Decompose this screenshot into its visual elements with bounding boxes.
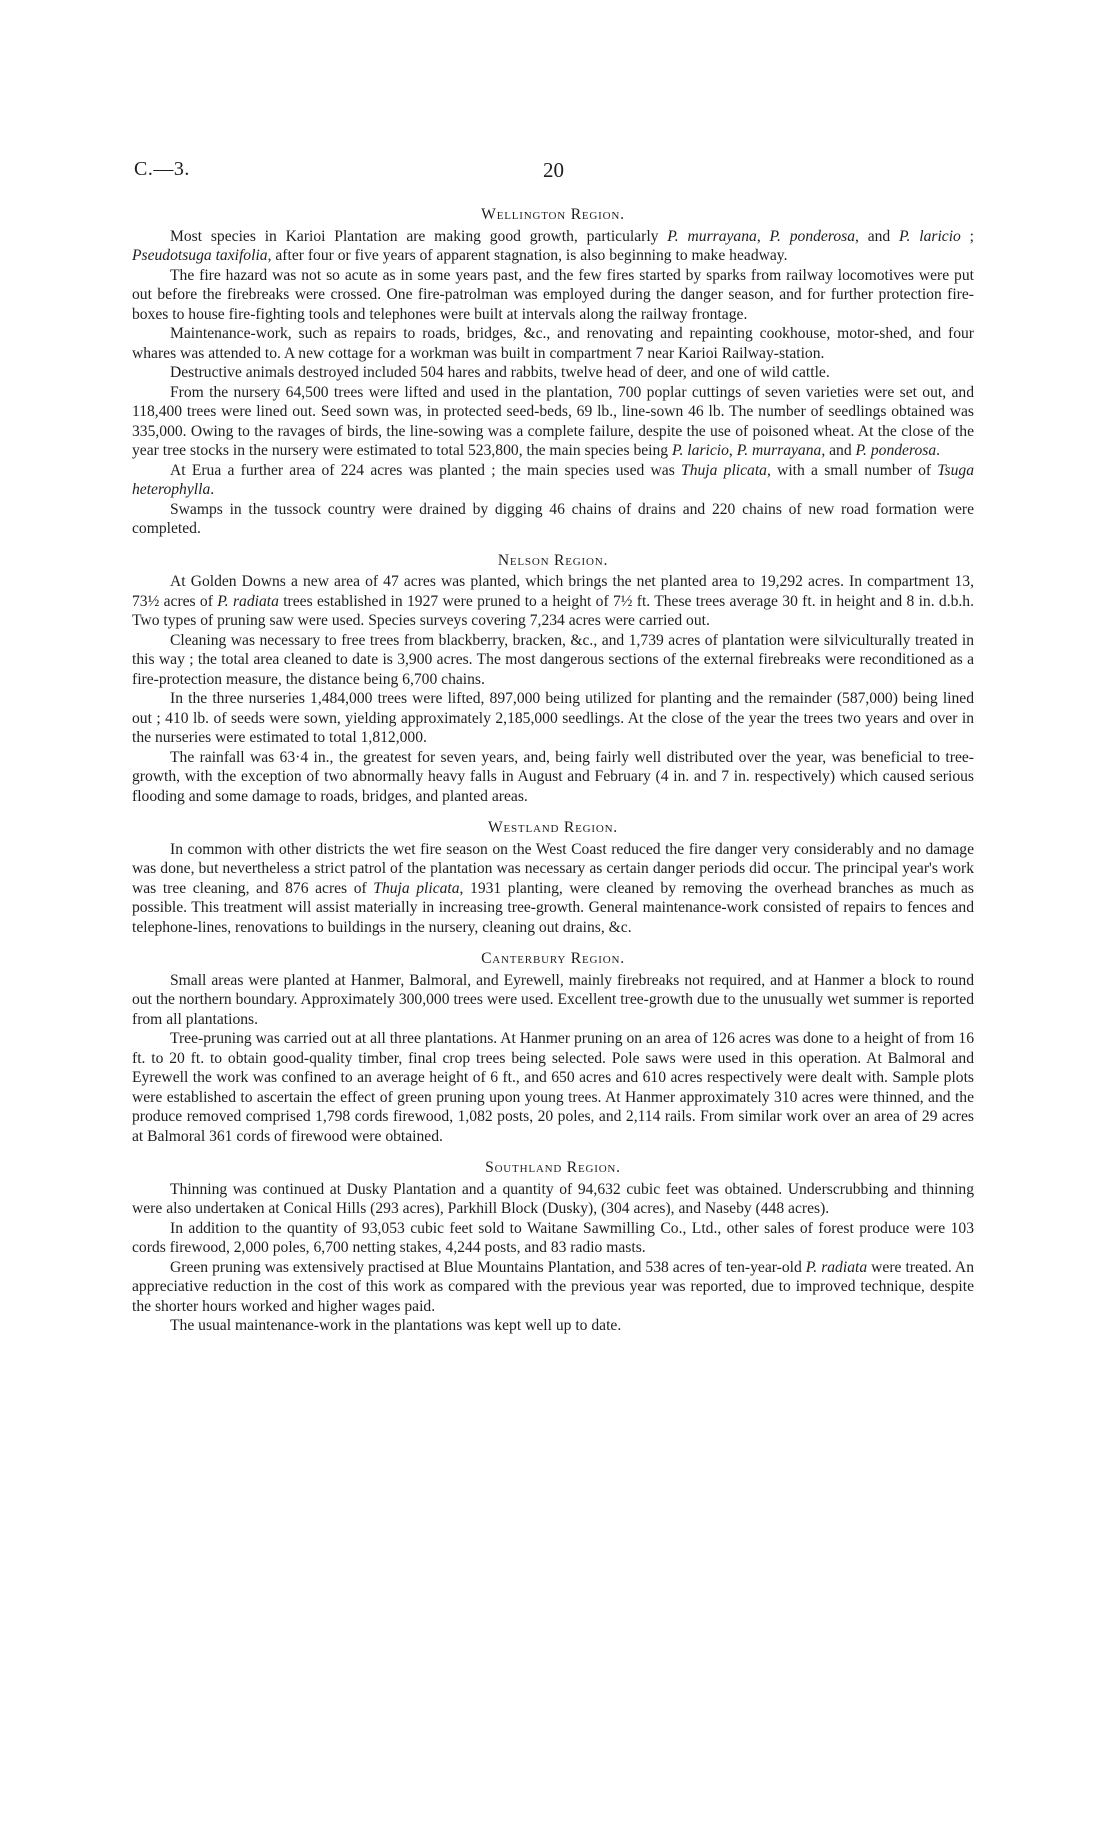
section-heading: Westland Region. (487, 819, 619, 836)
section-heading: Canterbury Region. (481, 950, 625, 967)
paragraph: Cleaning was necessary to free trees from blackberry, bracken, &c., and 1,739 acres of plantation were silviculturally treated in this way ; the total area cleaned to date is 3,900 acres. The most dangerous sections of the external firebreaks were reconditioned as a fire-protection measure, the distance being 6,700 chains. (132, 631, 974, 688)
section-heading: Nelson Region. (497, 551, 609, 569)
document-reference: C.—3. (134, 158, 190, 180)
paragraph: The usual maintenance-work in the plantations was kept well up to date. (170, 1317, 622, 1334)
paragraph: From the nursery 64,500 trees were lifted and used in the plantation, 700 poplar cuttings of seven varieties were set out, and 118,400 trees were lined out. Seed sown was, in protected seed-beds, 69 lb., line-sown 46 lb. The number of seedlings obtained was 335,000. Owing to the ravages of birds, the line-sowing was a complete failure, despite the use of poisoned wheat. At the close of the year tree stocks in the nursery were estimated to total 523,800, the main species being P. laricio, P. murrayana, and P. ponderosa. (132, 383, 974, 459)
paragraph: Thinning was continued at Dusky Plantation and a quantity of 94,632 cubic feet was obtained. Underscrubbing and thinning were also undertaken at Conical Hills (293 acres), Parkhill Block (Dusky), (304 acres), and Naseby (448 acres). (132, 1180, 974, 1217)
paragraph: Green pruning was extensively practised at Blue Mountains Plantation, and 538 acres of ten-year-old P. radiata were treated. An appreciative reduction in the cost of this work as compared with the previous year was reported, due to improved technique, despite the shorter hours worked and higher wages paid. (132, 1258, 974, 1315)
section-heading: Southland Region. (485, 1159, 621, 1176)
paragraph: In addition to the quantity of 93,053 cubic feet sold to Waitane Sawmilling Co., Ltd., other sales of forest produce were 103 cords firewood, 2,000 poles, 6,700 netting stakes, 4,244 posts, and 83 radio masts. (132, 1219, 974, 1256)
paragraph: The rainfall was 63·4 in., the greatest for seven years, and, being fairly well distributed over the year, was beneficial to tree-growth, with the exception of two abnormally heavy falls in August and February (4 in. and 7 in. respectively) which caused serious flooding and some damage to roads, bridges, and planted areas. (132, 748, 974, 805)
section-heading: Wellington Region. (481, 206, 625, 223)
paragraph: At Golden Downs a new area of 47 acres was planted, which brings the net planted area to 19,292 acres. In compartment 13, 73½ acres of P. radiata trees established in 1927 were pruned to a height of 7½ ft. These trees average 30 ft. in height and 8 in. d.b.h. Two types of pruning saw were used. Species surveys covering 7,234 acres were carried out. (132, 573, 974, 629)
paragraph: Destructive animals destroyed included 504 hares and rabbits, twelve head of deer, and one of wild cattle. (170, 364, 830, 381)
report-section (132, 949, 974, 1146)
report-section (132, 551, 974, 807)
paragraph: In the three nurseries 1,484,000 trees were lifted, 897,000 being utilized for planting and the remainder (587,000) being lined out ; 410 lb. of seeds were sown, yielding approximately 2,185,000 seedlings. At the close of the year the trees two years and over in the nurseries were estimated to total 1,812,000. (132, 690, 974, 746)
page-number: 20 (543, 158, 564, 182)
report-section (132, 205, 974, 539)
paragraph: At Erua a further area of 224 acres was planted ; the main species used was Thuja plicata, with a small number of Tsuga heterophylla. (132, 461, 974, 498)
paragraph: Most species in Karioi Plantation are making good growth, particularly P. murrayana, P. ponderosa, and P. laricio ; Pseudotsuga taxifolia, after four or five years of apparent stagnation, is also beginning to make headway. (132, 227, 974, 264)
paragraph: The fire hazard was not so acute as in some years past, and the few fires started by sparks from railway locomotives were put out before the firebreaks were crossed. One fire-patrolman was employed during the danger season, and for further protection fire-boxes to house fire-fighting tools and telephones were built at intervals along the railway frontage. (132, 266, 974, 323)
paragraph: Tree-pruning was carried out at all three plantations. At Hanmer pruning on an area of 126 acres was done to a height of from 16 ft. to 20 ft. to obtain good-quality timber, final crop trees being selected. Pole saws were used in this operation. At Balmoral and Eyrewell the work was confined to an average height of 6 ft., and 650 acres and 610 acres respectively were dealt with. Sample plots were established to ascertain the effect of green pruning upon young trees. At Hanmer approximately 310 acres were thinned, and the produce removed comprised 1,798 cords firewood, 1,082 posts, 20 poles, and 2,114 rails. From similar work over an area of 29 acres at Balmoral 361 cords of firewood were obtained. (132, 1030, 974, 1145)
paragraph: In common with other districts the wet fire season on the West Coast reduced the fire danger very considerably and no damage was done, but nevertheless a strict patrol of the plantation was necessary as certain danger periods did occur. The principal year's work was tree cleaning, and 876 acres of Thuja plicata, 1931 planting, were cleaned by removing the overhead branches as much as possible. This treatment will assist materially in increasing tree-growth. General maintenance-work consisted of repairs to fences and telephone-lines, renovations to buildings in the nursery, cleaning out drains, &c. (132, 840, 974, 936)
report-section (132, 1158, 974, 1336)
paragraph: Small areas were planted at Hanmer, Balmoral, and Eyrewell, mainly firebreaks not required, and at Hanmer a block to round out the northern boundary. Approximately 300,000 trees were used. Excellent tree-growth due to the unusually wet summer is reported from all plantations. (132, 971, 974, 1028)
paragraph: Swamps in the tussock country were drained by digging 46 chains of drains and 220 chains of new road formation were completed. (132, 500, 974, 537)
report-body (132, 205, 974, 1348)
paragraph: Maintenance-work, such as repairs to roads, bridges, &c., and renovating and repainting cookhouse, motor-shed, and four whares was attended to. A new cottage for a workman was built in compartment 7 near Karioi Railway-station. (132, 325, 974, 362)
report-section (132, 818, 974, 937)
